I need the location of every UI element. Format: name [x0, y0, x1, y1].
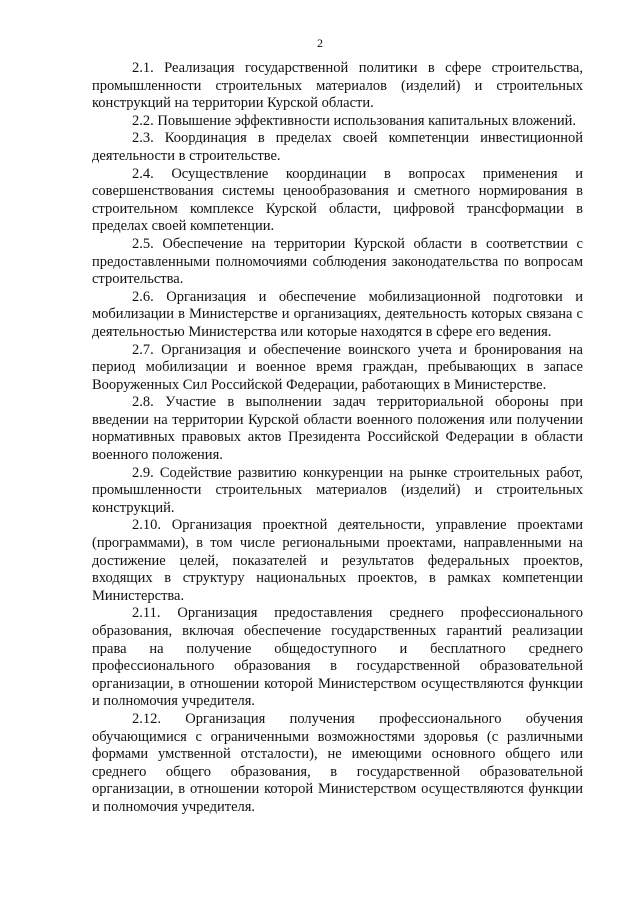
paragraph-2-10: 2.10. Организация проектной деятельности, управление проектами (программами), в том числе региональными проектами, направленными на достижение целей, показателей и результатов федеральных проектов, входящих в структуру национальных проектов, в рамках компетенции Министерства.: [92, 517, 583, 604]
paragraph-2-7: 2.7. Организация и обеспечение воинского учета и бронирования на период мобилизации и военное время граждан, пребывающих в запасе Вооруженных Сил Российской Федерации, работающих в Министерстве.: [92, 341, 583, 393]
paragraph-2-1: 2.1. Реализация государственной политики в сфере строительства, промышленности строительных материалов (изделий) и строительных конструкций на территории Курской области.: [92, 60, 583, 112]
page-number: 2: [317, 36, 323, 50]
paragraph-2-4: 2.4. Осуществление координации в вопросах применения и совершенствования системы ценообразования и сметного нормирования в строительном комплексе Курской области, цифровой трансформации в пределах своей компетенции.: [92, 165, 583, 235]
paragraph-2-12: 2.12. Организация получения профессионального обучения обучающимися с ограниченными возможностями здоровья (с различными формами умственной отсталости), не имеющими основного общего или среднего общего образования, в государственной образовательной организации, в отношении которой Министерством осуществляются функции и полномочия учредителя.: [92, 710, 583, 815]
paragraph-2-11: 2.11. Организация предоставления среднего профессионального образования, включая обеспечение государственных гарантий реализации права на получение общедоступного и бесплатного среднего профессионального образования в государственной образовательной организации, в отношении которой Министерством осуществляются функции и полномочия учредителя.: [92, 605, 583, 710]
document-body: [92, 60, 583, 817]
paragraph-2-5: 2.5. Обеспечение на территории Курской области в соответствии с предоставленными полномочиями соблюдения законодательства по вопросам строительства.: [92, 235, 583, 288]
paragraph-2-9: 2.9. Содействие развитию конкуренции на рынке строительных работ, промышленности строительных материалов (изделий) и строительных конструкций.: [92, 464, 583, 516]
paragraph-2-6: 2.6. Организация и обеспечение мобилизационной подготовки и мобилизации в Министерстве и организациях, деятельность которых связана с деятельностью Министерства или которые находятся в сфере его ведения.: [92, 288, 583, 340]
paragraph-2-8: 2.8. Участие в выполнении задач территориальной обороны при введении на территории Курской области военного положения или получении нормативных правовых актов Президента Российской Федерации в области военного положения.: [92, 394, 583, 464]
paragraph-2-3: 2.3. Координация в пределах своей компетенции инвестиционной деятельности в строительстве.: [92, 130, 583, 164]
paragraph-2-2: 2.2. Повышение эффективности использования капитальных вложений.: [132, 112, 576, 129]
